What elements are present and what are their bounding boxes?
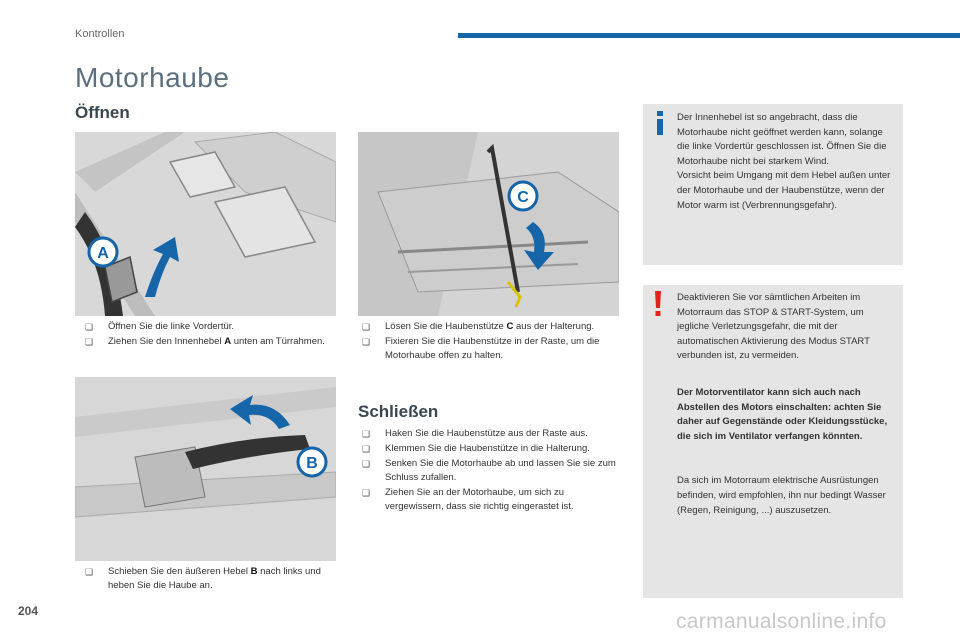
checkbox-bullet-icon: ❑ [85, 322, 94, 332]
callout-c-text: C [517, 189, 529, 206]
info-note-text: Der Innenhebel ist so angebracht, dass die Motorhaube nicht geöffnet werden kann, solange die linke Vordertür geschlossen ist. Öffnen Sie die Motorhaube nicht bei starkem Wind. [677, 112, 887, 167]
callout-label-b [298, 448, 326, 476]
list-item: ❑ Öffnen Sie die linke Vordertür. [85, 321, 235, 332]
warning-icon [653, 291, 663, 317]
section-label: Kontrollen [75, 28, 125, 40]
checkbox-bullet-icon: ❑ [362, 337, 371, 347]
checkbox-bullet-icon: ❑ [85, 567, 94, 577]
steps-open-inner [85, 320, 325, 350]
callout-b-text: B [306, 455, 318, 472]
steps-open-outer [85, 565, 330, 594]
watermark: carmanualsonline.info [676, 610, 887, 633]
info-note-text-2: Vorsicht beim Umgang mit dem Hebel außen unter der Motorhaube und der Haubenstütze, wenn der Motor warm ist (Verbrennungsgefahr). [677, 170, 891, 211]
checkbox-bullet-icon: ❑ [362, 488, 371, 498]
list-item: ❑ Lösen Sie die Haubenstütze C aus der Halterung. [362, 321, 595, 332]
checkbox-bullet-icon: ❑ [362, 444, 371, 454]
list-item: ❑ Ziehen Sie den Innenhebel A unten am Türrahmen. [85, 336, 325, 347]
illustration-hood-prop [358, 132, 619, 316]
warning-note-text: Deaktivieren Sie vor sämtlichen Arbeiten im Motorraum das STOP & START-System, um jegliche Verletzungsgefahr, die mit der automatischen Aktivierung des Modus START verbunden ist, zu vermeiden. [677, 292, 870, 362]
page-title: Motorhaube [75, 62, 230, 93]
list-item: ❑ Haken Sie die Haubenstütze aus der Raste aus. [362, 428, 588, 439]
info-note-box [643, 104, 903, 265]
header-accent-bar [458, 33, 960, 38]
checkbox-bullet-icon: ❑ [362, 429, 371, 439]
list-item: ❑ Schieben Sie den äußeren Hebel B nach links und heben Sie die Haube an. [85, 566, 321, 591]
page-number: 204 [18, 604, 39, 618]
steps-close [362, 427, 624, 515]
closing-heading: Schließen [358, 402, 439, 421]
info-icon [655, 111, 665, 135]
opening-heading: Öffnen [75, 103, 130, 122]
callout-a-text: A [97, 245, 109, 262]
warning-note-text-3: Da sich im Motorraum elektrische Ausrüstungen befinden, wird empfohlen, ihn nur bedingt Wasser (Regen, Reinigung, ...) auszusetzen. [677, 475, 886, 516]
steps-open-prop [362, 320, 624, 364]
list-item: ❑ Fixieren Sie die Haubenstütze in der Raste, um die Motorhaube offen zu halten. [362, 336, 600, 361]
illustration-outer-lever [75, 377, 336, 561]
callout-label-a [89, 238, 117, 266]
list-item: ❑ Senken Sie die Motorhaube ab und lassen Sie sie zum Schluss zufallen. [362, 458, 616, 483]
illustration-inner-lever [75, 132, 336, 316]
callout-label-c [509, 182, 537, 210]
warning-note-box [643, 285, 903, 598]
checkbox-bullet-icon: ❑ [362, 459, 371, 469]
checkbox-bullet-icon: ❑ [85, 337, 94, 347]
list-item: ❑ Ziehen Sie an der Motorhaube, um sich zu vergewissern, dass sie richtig eingerastet ist. [362, 487, 574, 512]
list-item: ❑ Klemmen Sie die Haubenstütze in die Halterung. [362, 443, 590, 454]
warning-note-bold-text: Der Motorventilator kann sich auch nach Abstellen des Motors einschalten: achten Sie daher auf Gegenstände oder Kleidungsstücke, die sich im Ventilator verfangen könnten. [677, 386, 888, 442]
checkbox-bullet-icon: ❑ [362, 322, 371, 332]
